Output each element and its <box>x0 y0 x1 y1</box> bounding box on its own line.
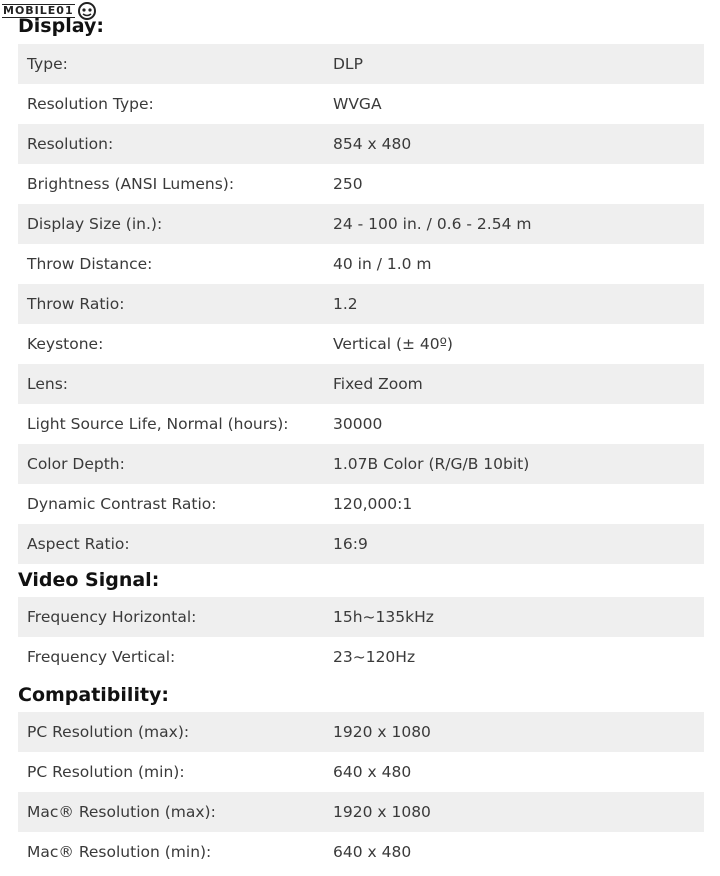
spec-value: 30000 <box>333 415 383 433</box>
watermark-text: MOBILE01 <box>3 4 74 17</box>
spec-label: Brightness (ANSI Lumens): <box>27 175 235 193</box>
spec-label: Display Size (in.): <box>27 215 163 233</box>
section-title-compatibility: Compatibility: <box>18 684 170 706</box>
spec-row <box>18 832 704 872</box>
spec-label: PC Resolution (min): <box>27 763 185 781</box>
spec-value: 15h~135kHz <box>333 608 434 626</box>
spec-row <box>18 484 704 524</box>
display-spec-table <box>18 44 704 564</box>
spec-row <box>18 752 704 792</box>
spec-value: 1920 x 1080 <box>333 723 431 741</box>
spec-label: Throw Distance: <box>27 255 153 273</box>
spec-value: Vertical (± 40º) <box>333 335 453 353</box>
spec-row <box>18 712 704 752</box>
spec-row <box>18 597 704 637</box>
spec-label: Mac® Resolution (max): <box>27 803 216 821</box>
spec-value: 24 - 100 in. / 0.6 - 2.54 m <box>333 215 532 233</box>
spec-row <box>18 364 704 404</box>
spec-label: Resolution: <box>27 135 114 153</box>
spec-value: 1.2 <box>333 295 358 313</box>
video-signal-spec-table <box>18 597 704 677</box>
spec-label: Light Source Life, Normal (hours): <box>27 415 289 433</box>
spec-label: Keystone: <box>27 335 104 353</box>
spec-row <box>18 404 704 444</box>
spec-value: 250 <box>333 175 363 193</box>
spec-value: DLP <box>333 55 363 73</box>
spec-label: Lens: <box>27 375 69 393</box>
spec-row <box>18 84 704 124</box>
section-title-display: Display: <box>18 15 104 37</box>
spec-value: 23~120Hz <box>333 648 416 666</box>
spec-label: Dynamic Contrast Ratio: <box>27 495 217 513</box>
spec-label: PC Resolution (max): <box>27 723 190 741</box>
spec-row <box>18 792 704 832</box>
compatibility-spec-table <box>18 712 704 872</box>
spec-row <box>18 637 704 677</box>
section-title-video-signal: Video Signal: <box>18 569 160 591</box>
spec-value: 1920 x 1080 <box>333 803 431 821</box>
watermark-face-icon <box>77 1 97 21</box>
spec-row <box>18 284 704 324</box>
spec-label: Frequency Vertical: <box>27 648 176 666</box>
spec-label: Throw Ratio: <box>27 295 125 313</box>
spec-label: Frequency Horizontal: <box>27 608 197 626</box>
spec-label: Aspect Ratio: <box>27 535 130 553</box>
mobile01-watermark <box>2 0 97 22</box>
spec-label: Color Depth: <box>27 455 125 473</box>
spec-value: 1.07B Color (R/G/B 10bit) <box>333 455 530 473</box>
spec-label: Resolution Type: <box>27 95 154 113</box>
spec-row <box>18 164 704 204</box>
spec-row <box>18 124 704 164</box>
spec-label: Mac® Resolution (min): <box>27 843 212 861</box>
spec-value: 640 x 480 <box>333 763 412 781</box>
spec-row <box>18 244 704 284</box>
spec-value: 854 x 480 <box>333 135 412 153</box>
spec-value: 40 in / 1.0 m <box>333 255 432 273</box>
spec-row <box>18 444 704 484</box>
spec-value: Fixed Zoom <box>333 375 423 393</box>
spec-row <box>18 204 704 244</box>
spec-label: Type: <box>27 55 68 73</box>
spec-value: 16:9 <box>333 535 368 553</box>
spec-row <box>18 524 704 564</box>
spec-value: 640 x 480 <box>333 843 412 861</box>
spec-value: 120,000:1 <box>333 495 413 513</box>
spec-value: WVGA <box>333 95 382 113</box>
spec-row <box>18 44 704 84</box>
spec-row <box>18 324 704 364</box>
